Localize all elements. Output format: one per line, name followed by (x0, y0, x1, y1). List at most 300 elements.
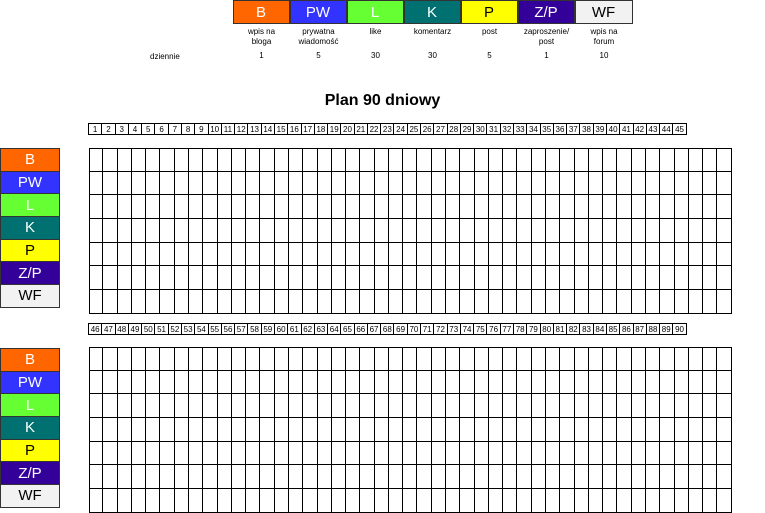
grid-cell[interactable] (632, 148, 646, 172)
grid-cell[interactable] (603, 290, 617, 314)
grid-cell[interactable] (275, 290, 289, 314)
grid-cell[interactable] (232, 394, 246, 418)
grid-cell[interactable] (603, 465, 617, 489)
grid-cell[interactable] (603, 219, 617, 243)
grid-cell[interactable] (346, 148, 360, 172)
grid-cell[interactable] (717, 172, 731, 196)
grid-cell[interactable] (246, 418, 260, 442)
grid-cell[interactable] (617, 148, 631, 172)
grid-cell[interactable] (332, 195, 346, 219)
grid-cell[interactable] (89, 219, 103, 243)
grid-cell[interactable] (303, 148, 317, 172)
grid-cell[interactable] (460, 172, 474, 196)
grid-cell[interactable] (417, 442, 431, 466)
grid-cell[interactable] (332, 465, 346, 489)
grid-cell[interactable] (260, 195, 274, 219)
grid-cell[interactable] (703, 489, 717, 513)
grid-cell[interactable] (375, 195, 389, 219)
grid-cell[interactable] (289, 465, 303, 489)
grid-cell[interactable] (660, 266, 674, 290)
grid-cell[interactable] (717, 394, 731, 418)
grid-cell[interactable] (318, 290, 332, 314)
grid-cell[interactable] (332, 172, 346, 196)
grid-cell[interactable] (189, 347, 203, 371)
grid-cell[interactable] (660, 148, 674, 172)
grid-cell[interactable] (417, 195, 431, 219)
grid-cell[interactable] (575, 489, 589, 513)
grid-cell[interactable] (289, 394, 303, 418)
grid-cell[interactable] (160, 465, 174, 489)
grid-cell[interactable] (446, 219, 460, 243)
grid-cell[interactable] (189, 465, 203, 489)
grid-cell[interactable] (246, 442, 260, 466)
grid-cell[interactable] (517, 219, 531, 243)
grid-cell[interactable] (132, 172, 146, 196)
grid-cell[interactable] (403, 489, 417, 513)
grid-cell[interactable] (246, 394, 260, 418)
grid-cell[interactable] (717, 418, 731, 442)
grid-cell[interactable] (560, 465, 574, 489)
grid-cell[interactable] (103, 243, 117, 267)
grid-cell[interactable] (632, 195, 646, 219)
grid-cell[interactable] (489, 290, 503, 314)
grid-cell[interactable] (617, 465, 631, 489)
grid-cell[interactable] (332, 442, 346, 466)
grid-cell[interactable] (160, 489, 174, 513)
grid-cell[interactable] (389, 243, 403, 267)
grid-cell[interactable] (260, 489, 274, 513)
grid-cell[interactable] (546, 266, 560, 290)
grid-cell[interactable] (617, 195, 631, 219)
grid-cell[interactable] (203, 371, 217, 395)
grid-cell[interactable] (532, 442, 546, 466)
grid-cell[interactable] (375, 371, 389, 395)
grid-cell[interactable] (689, 347, 703, 371)
grid-cell[interactable] (660, 290, 674, 314)
grid-cell[interactable] (617, 172, 631, 196)
grid-cell[interactable] (303, 172, 317, 196)
grid-cell[interactable] (160, 195, 174, 219)
grid-cell[interactable] (360, 195, 374, 219)
grid-cell[interactable] (489, 172, 503, 196)
grid-cell[interactable] (318, 243, 332, 267)
grid-cell[interactable] (260, 243, 274, 267)
grid-cell[interactable] (689, 243, 703, 267)
grid-cell[interactable] (446, 172, 460, 196)
grid-cell[interactable] (532, 195, 546, 219)
grid-cell[interactable] (432, 290, 446, 314)
grid-cell[interactable] (432, 394, 446, 418)
grid-cell[interactable] (118, 266, 132, 290)
grid-cell[interactable] (703, 347, 717, 371)
grid-cell[interactable] (260, 172, 274, 196)
grid-cell[interactable] (603, 442, 617, 466)
grid-cell[interactable] (89, 266, 103, 290)
grid-cell[interactable] (275, 266, 289, 290)
grid-cell[interactable] (303, 219, 317, 243)
grid-cell[interactable] (646, 219, 660, 243)
grid-cell[interactable] (675, 371, 689, 395)
grid-cell[interactable] (517, 243, 531, 267)
grid-cell[interactable] (189, 172, 203, 196)
grid-cell[interactable] (303, 290, 317, 314)
grid-cell[interactable] (232, 489, 246, 513)
grid-cell[interactable] (475, 266, 489, 290)
grid-cell[interactable] (603, 266, 617, 290)
grid-cell[interactable] (517, 465, 531, 489)
grid-cell[interactable] (389, 266, 403, 290)
grid-cell[interactable] (617, 394, 631, 418)
grid-cell[interactable] (118, 418, 132, 442)
grid-cell[interactable] (532, 290, 546, 314)
grid-cell[interactable] (546, 172, 560, 196)
grid-cell[interactable] (660, 243, 674, 267)
grid-cell[interactable] (446, 394, 460, 418)
grid-cell[interactable] (446, 442, 460, 466)
grid-cell[interactable] (489, 394, 503, 418)
grid-cell[interactable] (275, 148, 289, 172)
grid-cell[interactable] (346, 394, 360, 418)
grid-cell[interactable] (689, 219, 703, 243)
grid-cell[interactable] (517, 266, 531, 290)
grid-cell[interactable] (446, 148, 460, 172)
grid-cell[interactable] (532, 418, 546, 442)
grid-cell[interactable] (646, 465, 660, 489)
grid-cell[interactable] (417, 172, 431, 196)
grid-cell[interactable] (660, 219, 674, 243)
grid-cell[interactable] (275, 394, 289, 418)
grid-cell[interactable] (632, 172, 646, 196)
grid-cell[interactable] (675, 195, 689, 219)
grid-cell[interactable] (717, 243, 731, 267)
grid-cell[interactable] (517, 418, 531, 442)
grid-cell[interactable] (575, 442, 589, 466)
grid-cell[interactable] (675, 347, 689, 371)
grid-cell[interactable] (103, 418, 117, 442)
grid-cell[interactable] (218, 465, 232, 489)
grid-cell[interactable] (489, 148, 503, 172)
grid-cell[interactable] (646, 243, 660, 267)
grid-cell[interactable] (632, 418, 646, 442)
grid-cell[interactable] (132, 266, 146, 290)
grid-cell[interactable] (460, 418, 474, 442)
grid-cell[interactable] (632, 266, 646, 290)
grid-cell[interactable] (617, 489, 631, 513)
grid-cell[interactable] (132, 243, 146, 267)
grid-cell[interactable] (460, 195, 474, 219)
grid-cell[interactable] (218, 243, 232, 267)
grid-cell[interactable] (389, 347, 403, 371)
grid-cell[interactable] (475, 371, 489, 395)
grid-cell[interactable] (275, 489, 289, 513)
grid-cell[interactable] (703, 418, 717, 442)
grid-cell[interactable] (332, 418, 346, 442)
grid-cell[interactable] (646, 290, 660, 314)
grid-cell[interactable] (275, 418, 289, 442)
grid-cell[interactable] (475, 347, 489, 371)
grid-cell[interactable] (246, 195, 260, 219)
grid-cell[interactable] (717, 371, 731, 395)
grid-cell[interactable] (203, 266, 217, 290)
grid-cell[interactable] (146, 195, 160, 219)
grid-cell[interactable] (617, 290, 631, 314)
grid-cell[interactable] (89, 347, 103, 371)
grid-cell[interactable] (575, 290, 589, 314)
grid-cell[interactable] (646, 347, 660, 371)
grid-cell[interactable] (160, 243, 174, 267)
grid-cell[interactable] (118, 290, 132, 314)
grid-cell[interactable] (289, 243, 303, 267)
grid-cell[interactable] (560, 243, 574, 267)
grid-cell[interactable] (132, 148, 146, 172)
grid-cell[interactable] (189, 489, 203, 513)
grid-cell[interactable] (503, 394, 517, 418)
grid-cell[interactable] (403, 418, 417, 442)
grid-cell[interactable] (446, 489, 460, 513)
grid-cell[interactable] (232, 290, 246, 314)
grid-cell[interactable] (632, 489, 646, 513)
grid-cell[interactable] (89, 290, 103, 314)
grid-cell[interactable] (503, 266, 517, 290)
grid-cell[interactable] (703, 219, 717, 243)
grid-cell[interactable] (617, 442, 631, 466)
grid-cell[interactable] (218, 266, 232, 290)
grid-cell[interactable] (703, 371, 717, 395)
grid-cell[interactable] (303, 465, 317, 489)
grid-cell[interactable] (332, 489, 346, 513)
grid-cell[interactable] (689, 195, 703, 219)
grid-cell[interactable] (218, 347, 232, 371)
grid-cell[interactable] (617, 371, 631, 395)
grid-cell[interactable] (575, 266, 589, 290)
grid-cell[interactable] (389, 148, 403, 172)
grid-cell[interactable] (289, 195, 303, 219)
grid-cell[interactable] (460, 148, 474, 172)
grid-cell[interactable] (403, 195, 417, 219)
grid-cell[interactable] (375, 489, 389, 513)
grid-cell[interactable] (589, 243, 603, 267)
grid-cell[interactable] (632, 442, 646, 466)
grid-cell[interactable] (318, 266, 332, 290)
grid-cell[interactable] (446, 290, 460, 314)
grid-cell[interactable] (603, 394, 617, 418)
grid-cell[interactable] (546, 243, 560, 267)
grid-cell[interactable] (475, 489, 489, 513)
grid-cell[interactable] (475, 219, 489, 243)
grid-cell[interactable] (103, 442, 117, 466)
grid-cell[interactable] (146, 290, 160, 314)
grid-cell[interactable] (489, 418, 503, 442)
grid-cell[interactable] (232, 347, 246, 371)
grid-cell[interactable] (446, 347, 460, 371)
grid-cell[interactable] (389, 489, 403, 513)
grid-cell[interactable] (375, 442, 389, 466)
grid-cell[interactable] (617, 347, 631, 371)
grid-cell[interactable] (318, 371, 332, 395)
grid-cell[interactable] (589, 195, 603, 219)
grid-cell[interactable] (560, 266, 574, 290)
grid-cell[interactable] (403, 243, 417, 267)
grid-cell[interactable] (532, 371, 546, 395)
grid-cell[interactable] (660, 442, 674, 466)
grid-cell[interactable] (375, 347, 389, 371)
grid-cell[interactable] (303, 394, 317, 418)
grid-cell[interactable] (175, 489, 189, 513)
grid-cell[interactable] (432, 219, 446, 243)
grid-cell[interactable] (517, 347, 531, 371)
grid-cell[interactable] (118, 394, 132, 418)
grid-cell[interactable] (717, 195, 731, 219)
grid-cell[interactable] (303, 266, 317, 290)
grid-cell[interactable] (403, 219, 417, 243)
grid-cell[interactable] (318, 418, 332, 442)
grid-cell[interactable] (532, 172, 546, 196)
grid-cell[interactable] (189, 266, 203, 290)
grid-cell[interactable] (332, 290, 346, 314)
grid-cell[interactable] (489, 489, 503, 513)
grid-cell[interactable] (175, 418, 189, 442)
grid-cell[interactable] (218, 418, 232, 442)
grid-cell[interactable] (318, 394, 332, 418)
grid-cell[interactable] (275, 347, 289, 371)
grid-cell[interactable] (275, 465, 289, 489)
grid-cell[interactable] (603, 195, 617, 219)
grid-cell[interactable] (132, 219, 146, 243)
grid-cell[interactable] (560, 489, 574, 513)
grid-cell[interactable] (260, 442, 274, 466)
grid-cell[interactable] (403, 442, 417, 466)
grid-cell[interactable] (460, 243, 474, 267)
grid-cell[interactable] (260, 266, 274, 290)
grid-cell[interactable] (160, 394, 174, 418)
grid-cell[interactable] (275, 442, 289, 466)
grid-cell[interactable] (417, 243, 431, 267)
grid-cell[interactable] (417, 465, 431, 489)
grid-cell[interactable] (246, 219, 260, 243)
grid-cell[interactable] (389, 219, 403, 243)
grid-cell[interactable] (132, 347, 146, 371)
grid-cell[interactable] (132, 394, 146, 418)
grid-cell[interactable] (489, 347, 503, 371)
grid-cell[interactable] (503, 371, 517, 395)
grid-cell[interactable] (546, 371, 560, 395)
grid-cell[interactable] (260, 465, 274, 489)
grid-cell[interactable] (218, 148, 232, 172)
grid-cell[interactable] (103, 371, 117, 395)
grid-cell[interactable] (132, 418, 146, 442)
grid-cell[interactable] (332, 266, 346, 290)
grid-cell[interactable] (375, 465, 389, 489)
grid-cell[interactable] (246, 371, 260, 395)
grid-cell[interactable] (232, 219, 246, 243)
grid-cell[interactable] (175, 148, 189, 172)
grid-cell[interactable] (203, 418, 217, 442)
grid-cell[interactable] (717, 148, 731, 172)
grid-cell[interactable] (318, 172, 332, 196)
grid-cell[interactable] (232, 418, 246, 442)
grid-cell[interactable] (517, 290, 531, 314)
grid-cell[interactable] (318, 442, 332, 466)
grid-cell[interactable] (375, 172, 389, 196)
grid-cell[interactable] (503, 243, 517, 267)
grid-cell[interactable] (146, 243, 160, 267)
grid-cell[interactable] (360, 266, 374, 290)
grid-cell[interactable] (675, 489, 689, 513)
grid-cell[interactable] (575, 371, 589, 395)
grid-cell[interactable] (432, 442, 446, 466)
grid-cell[interactable] (446, 266, 460, 290)
grid-cell[interactable] (132, 442, 146, 466)
grid-cell[interactable] (118, 347, 132, 371)
grid-cell[interactable] (146, 347, 160, 371)
grid-cell[interactable] (417, 219, 431, 243)
grid-cell[interactable] (89, 371, 103, 395)
grid-cell[interactable] (103, 290, 117, 314)
grid-cell[interactable] (332, 347, 346, 371)
grid-cell[interactable] (260, 371, 274, 395)
grid-cell[interactable] (660, 418, 674, 442)
grid-cell[interactable] (303, 243, 317, 267)
grid-cell[interactable] (603, 371, 617, 395)
grid-cell[interactable] (375, 394, 389, 418)
grid-cell[interactable] (103, 172, 117, 196)
grid-cell[interactable] (203, 172, 217, 196)
grid-cell[interactable] (703, 195, 717, 219)
grid-cell[interactable] (346, 489, 360, 513)
grid-cell[interactable] (489, 243, 503, 267)
grid-cell[interactable] (546, 442, 560, 466)
grid-cell[interactable] (703, 266, 717, 290)
grid-cell[interactable] (189, 148, 203, 172)
grid-cell[interactable] (532, 394, 546, 418)
grid-cell[interactable] (332, 394, 346, 418)
grid-cell[interactable] (160, 347, 174, 371)
grid-cell[interactable] (132, 371, 146, 395)
grid-cell[interactable] (218, 290, 232, 314)
grid-cell[interactable] (617, 243, 631, 267)
grid-cell[interactable] (189, 290, 203, 314)
grid-cell[interactable] (703, 172, 717, 196)
grid-cell[interactable] (460, 371, 474, 395)
grid-cell[interactable] (560, 172, 574, 196)
grid-cell[interactable] (89, 243, 103, 267)
grid-cell[interactable] (603, 489, 617, 513)
grid-cell[interactable] (646, 394, 660, 418)
grid-cell[interactable] (432, 371, 446, 395)
grid-cell[interactable] (289, 172, 303, 196)
grid-cell[interactable] (575, 465, 589, 489)
grid-cell[interactable] (203, 290, 217, 314)
grid-cell[interactable] (503, 418, 517, 442)
grid-cell[interactable] (332, 243, 346, 267)
grid-cell[interactable] (232, 442, 246, 466)
grid-cell[interactable] (203, 442, 217, 466)
grid-cell[interactable] (332, 371, 346, 395)
grid-cell[interactable] (532, 266, 546, 290)
grid-cell[interactable] (246, 489, 260, 513)
grid-cell[interactable] (203, 219, 217, 243)
grid-cell[interactable] (360, 290, 374, 314)
grid-cell[interactable] (503, 148, 517, 172)
grid-cell[interactable] (118, 195, 132, 219)
grid-cell[interactable] (189, 243, 203, 267)
grid-cell[interactable] (218, 371, 232, 395)
grid-cell[interactable] (389, 290, 403, 314)
grid-cell[interactable] (646, 489, 660, 513)
grid-cell[interactable] (446, 243, 460, 267)
grid-cell[interactable] (118, 148, 132, 172)
grid-cell[interactable] (617, 266, 631, 290)
